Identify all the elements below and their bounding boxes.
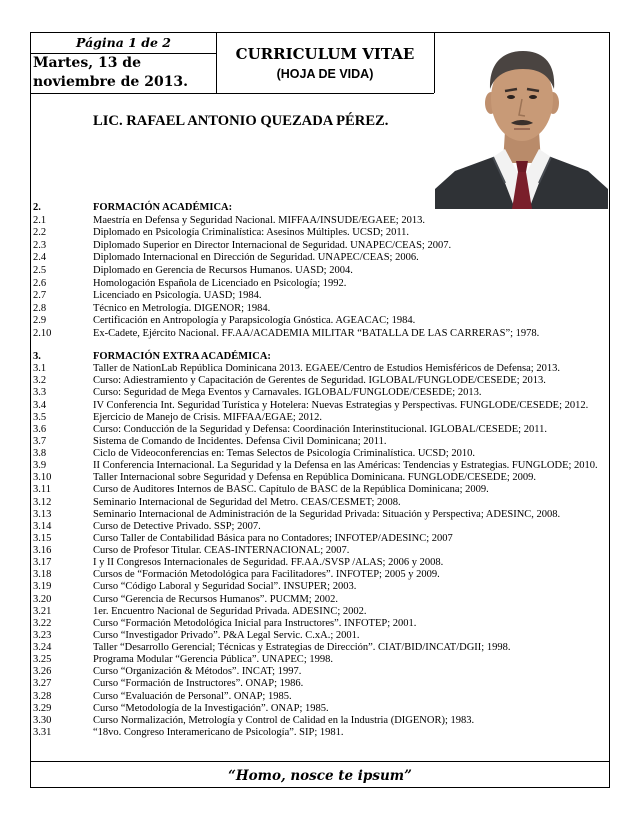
list-item: [33, 436, 606, 448]
item-text: Homologación Española de Licenciado en Psicología; 1992.: [93, 277, 347, 289]
item-number: 3.23: [33, 629, 52, 641]
item-text: I y II Congresos Internacionales de Seguridad. FF.AA./SVSP /ALAS; 2006 y 2008.: [93, 557, 444, 569]
section-heading: [33, 351, 606, 363]
section-title: FORMACIÓN ACADÉMICA:: [93, 202, 233, 213]
list-item: [33, 630, 606, 642]
section-number: 2.: [33, 202, 41, 213]
list-item: [33, 569, 606, 581]
item-number: 3.15: [33, 532, 52, 544]
item-number: 3.17: [33, 557, 52, 569]
section-heading: [33, 202, 606, 215]
item-text: Taller Internacional sobre Seguridad y Defensa en República Dominicana. FUNGLODE/CESEDE; 2009.: [93, 472, 537, 484]
list-item: [33, 315, 606, 328]
item-text: Curso “Gerencia de Recursos Humanos”. PUCMM; 2002.: [93, 593, 338, 605]
item-text: Seminario Internacional de Seguridad del Metro. CEAS/CESMET; 2008.: [93, 496, 401, 508]
item-number: 3.24: [33, 642, 52, 653]
item-number: 3.13: [33, 508, 52, 520]
item-text: Taller “Desarrollo Gerencial; Técnicas y Estrategias de Dirección”. CIAT/BID/INCAT/DGII; 1998.: [93, 642, 511, 653]
section-academic-education: [33, 202, 606, 341]
footer-motto: “Homo, nosce te ipsum”: [228, 768, 412, 784]
item-text: Curso de Auditores Internos de BASC. Capítulo de BASC de la República Dominicana; 2009.: [93, 484, 489, 496]
portrait-photo: [435, 33, 608, 209]
list-item: [33, 265, 606, 278]
item-number: 3.6: [33, 423, 47, 435]
list-item: [33, 533, 606, 545]
item-number: 3.27: [33, 678, 52, 690]
list-item: [33, 412, 606, 424]
item-number: 2.4: [33, 252, 47, 264]
date-line-1: Martes, 13 de: [33, 55, 142, 71]
item-number: 2.9: [33, 315, 47, 327]
item-text: Curso: Seguridad de Mega Eventos y Carnavales. IGLOBAL/FUNGLODE/CESEDE; 2013.: [93, 387, 482, 399]
item-number: 2.1: [33, 214, 47, 226]
list-item: [33, 581, 606, 593]
list-item: [33, 252, 606, 265]
list-item: [33, 557, 606, 569]
item-number: 3.31: [33, 726, 52, 738]
list-item: [33, 509, 606, 521]
item-number: 3.19: [33, 581, 52, 593]
item-text: Diplomado en Psicología Criminalística: Asesinos Múltiples. UCSD; 2011.: [93, 227, 410, 239]
item-text: “18vo. Congreso Interamericano de Psicología”. SIP; 1981.: [93, 726, 344, 738]
list-item: [33, 727, 606, 739]
item-text: Curso “Investigador Privado”. P&A Legal Servic. C.xA.; 2001.: [93, 629, 360, 641]
item-number: 3.5: [33, 411, 47, 423]
list-item: [33, 400, 606, 412]
item-number: 3.10: [33, 472, 52, 484]
document-title: CURRICULUM VITAE: [235, 45, 415, 63]
list-item: [33, 521, 606, 533]
item-text: Curso de Profesor Titular. CEAS-INTERNACIONAL; 2007.: [93, 545, 350, 556]
item-text: Curso Normalización, Metrología y Control de Calidad en la Industria (DIGENOR); 1983.: [93, 714, 475, 726]
item-text: II Conferencia Internacional. La Seguridad y la Defensa en las Américas: Tendencias y Estrategias. FUNGLODE; 2010.: [93, 460, 598, 472]
list-item: [33, 424, 606, 436]
item-number: 3.16: [33, 545, 52, 556]
section-title: FORMACIÓN EXTRA ACADÉMICA:: [93, 351, 271, 362]
item-number: 3.7: [33, 435, 47, 447]
item-text: Maestría en Defensa y Seguridad Nacional. MIFFAA/INSUDE/EGAEE; 2013.: [93, 214, 425, 226]
item-number: 3.29: [33, 702, 52, 714]
list-item: [33, 618, 606, 630]
item-number: 2.6: [33, 277, 47, 289]
divider: [30, 761, 610, 762]
item-number: 2.5: [33, 264, 47, 276]
item-number: 2.7: [33, 290, 47, 302]
item-number: 3.11: [33, 484, 51, 496]
list-item: [33, 666, 606, 678]
list-item: [33, 215, 606, 228]
item-number: 3.2: [33, 375, 47, 387]
list-item: [33, 678, 606, 690]
item-number: 3.9: [33, 460, 47, 472]
section-number: 3.: [33, 351, 41, 362]
list-item: [33, 642, 606, 654]
item-number: 2.2: [33, 227, 47, 239]
item-number: 2.3: [33, 239, 47, 251]
document-subtitle: (HOJA DE VIDA): [276, 67, 374, 81]
item-number: 3.18: [33, 569, 52, 581]
item-text: Curso “Formación de Instructores”. ONAP; 1986.: [93, 678, 304, 690]
item-text: Ejercicio de Manejo de Crisis. MIFFAA/EGAE; 2012.: [93, 411, 323, 423]
list-item: [33, 448, 606, 460]
item-text: Ciclo de Videoconferencias en: Temas Selectos de Psicología Criminalística. UCSD; 2010.: [93, 448, 476, 459]
list-item: [33, 460, 606, 472]
list-item: [33, 278, 606, 291]
list-item: [33, 545, 606, 557]
person-name: LIC. RAFAEL ANTONIO QUEZADA PÉREZ.: [93, 113, 389, 129]
item-text: Ex-Cadete, Ejército Nacional. FF.AA/ACADEMIA MILITAR “BATALLA DE LAS CARRERAS”; 1978.: [93, 327, 540, 339]
item-text: Curso “Metodología de la Investigación”. ONAP; 1985.: [93, 702, 329, 714]
item-number: 3.14: [33, 520, 52, 532]
item-number: 3.28: [33, 690, 52, 702]
item-text: Certificación en Antropología y Parapsicología Gnóstica. AGEACAC; 1984.: [93, 315, 416, 327]
item-text: Curso “Formación Metodológica Inicial para Instructores”. INFOTEP; 2001.: [93, 617, 417, 629]
date-line-2: noviembre de 2013.: [33, 74, 189, 90]
section-extra-academic-education: [33, 351, 606, 739]
list-item: [33, 715, 606, 727]
item-text: Curso: Conducción de la Seguridad y Defensa: Coordinación Interinstitucional. IGLOBAL/CESEDE; 2011.: [93, 423, 547, 435]
item-text: Sistema de Comando de Incidentes. Defensa Civil Dominicana; 2011.: [93, 435, 387, 447]
item-text: Seminario Internacional de Administración de la Seguridad Privada: Situación y Perspectiva; ADESINC, 2008.: [93, 508, 561, 520]
item-number: 3.30: [33, 714, 52, 726]
list-item: [33, 303, 606, 316]
list-item: [33, 227, 606, 240]
item-text: Taller de NationLab República Dominicana 2013. EGAEE/Centro de Estudios Hemisféricos de Defensa; 2013.: [93, 363, 560, 375]
item-number: 3.12: [33, 496, 52, 508]
item-number: 3.4: [33, 399, 47, 411]
item-text: Curso: Adiestramiento y Capacitación de Gerentes de Seguridad. IGLOBAL/FUNGLODE/CESEDE; 2013.: [93, 375, 546, 387]
item-number: 3.21: [33, 605, 52, 617]
item-text: Curso “Evaluación de Personal”. ONAP; 1985.: [93, 690, 292, 702]
item-text: Curso de Detective Privado. SSP; 2007.: [93, 520, 261, 532]
item-text: IV Conferencia Int. Seguridad Turística y Hotelera: Nuevas Estrategias y Perspectivas. FUNGLODE/CESEDE; 2012.: [93, 399, 589, 411]
list-item: [33, 606, 606, 618]
list-item: [33, 240, 606, 253]
item-number: 3.3: [33, 387, 47, 399]
page-number-label: Página 1 de 2: [76, 35, 171, 50]
item-number: 2.10: [33, 327, 52, 339]
item-text: Diplomado Internacional en Dirección de Seguridad. UNAPEC/CEAS; 2006.: [93, 252, 419, 264]
list-item: [33, 375, 606, 387]
list-item: [33, 703, 606, 715]
item-number: 3.8: [33, 448, 47, 459]
item-text: Licenciado en Psicología. UASD; 1984.: [93, 290, 262, 302]
list-item: [33, 594, 606, 606]
list-item: [33, 328, 606, 341]
list-item: [33, 691, 606, 703]
list-item: [33, 387, 606, 399]
item-text: Cursos de “Formación Metodológica para Facilitadores”. INFOTEP; 2005 y 2009.: [93, 569, 440, 581]
list-item: [33, 472, 606, 484]
item-text: Curso Taller de Contabilidad Básica para no Contadores; INFOTEP/ADESINC; 2007: [93, 532, 453, 544]
list-item: [33, 484, 606, 496]
item-text: Programa Modular “Gerencia Pública”. UNAPEC; 1998.: [93, 654, 333, 666]
item-text: Curso “Organización & Métodos”. INCAT; 1997.: [93, 666, 302, 678]
item-text: Diplomado en Gerencia de Recursos Humanos. UASD; 2004.: [93, 264, 353, 276]
divider: [30, 93, 434, 94]
list-item: [33, 363, 606, 375]
item-number: 3.25: [33, 654, 52, 666]
item-text: Diplomado Superior en Director Internacional de Seguridad. UNAPEC/CEAS; 2007.: [93, 239, 452, 251]
item-number: 3.22: [33, 617, 52, 629]
item-number: 3.20: [33, 593, 52, 605]
list-item: [33, 497, 606, 509]
list-item: [33, 654, 606, 666]
list-item: [33, 290, 606, 303]
item-text: Curso “Código Laboral y Seguridad Social”. INSUPER; 2003.: [93, 581, 357, 593]
item-number: 3.1: [33, 363, 47, 375]
item-text: Técnico en Metrología. DIGENOR; 1984.: [93, 302, 271, 314]
item-number: 3.26: [33, 666, 52, 678]
item-number: 2.8: [33, 302, 47, 314]
item-text: 1er. Encuentro Nacional de Seguridad Privada. ADESINC; 2002.: [93, 605, 367, 617]
